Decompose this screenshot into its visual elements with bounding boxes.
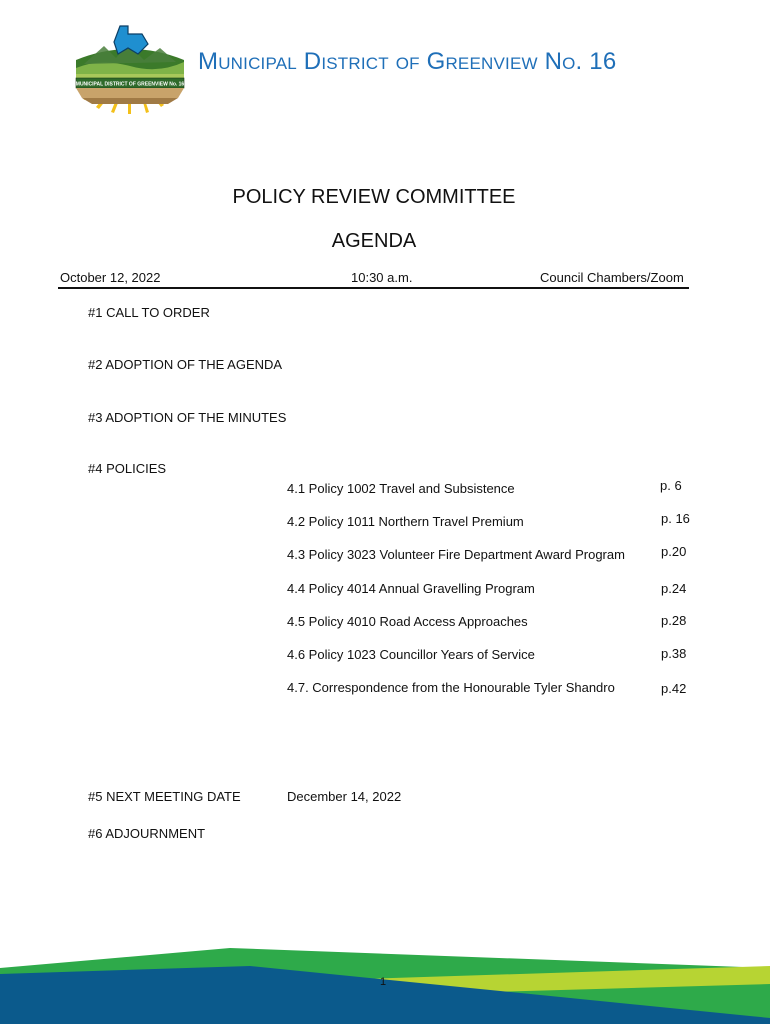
policy-item-page: p. 16 bbox=[661, 511, 690, 526]
meeting-date: October 12, 2022 bbox=[60, 270, 161, 285]
document-subtitle: AGENDA bbox=[331, 230, 417, 252]
document-title: POLICY REVIEW COMMITTEE bbox=[232, 186, 516, 208]
header-divider bbox=[58, 287, 689, 289]
section-adjournment: #6 ADJOURNMENT bbox=[88, 826, 206, 841]
meeting-location: Council Chambers/Zoom bbox=[540, 270, 684, 285]
section-next-meeting: #5 NEXT MEETING DATE bbox=[88, 789, 241, 804]
policy-item-page: p.38 bbox=[661, 646, 687, 661]
meeting-time: 10:30 a.m. bbox=[351, 270, 413, 285]
policy-item-label: 4.6 Policy 1023 Councillor Years of Service bbox=[287, 647, 535, 662]
section-policies: #4 POLICIES bbox=[88, 461, 167, 476]
policy-item-label: 4.2 Policy 1011 Northern Travel Premium bbox=[287, 514, 524, 529]
section-adoption-agenda: #2 ADOPTION OF THE AGENDA bbox=[88, 357, 283, 372]
policy-item-page: p.20 bbox=[661, 544, 687, 559]
policy-item-page: p.28 bbox=[661, 613, 687, 628]
org-name: Municipal District of Greenview No. 16 bbox=[198, 48, 617, 75]
policy-item-page: p.24 bbox=[661, 581, 687, 596]
section-adoption-minutes: #3 ADOPTION OF THE MINUTES bbox=[88, 410, 287, 425]
policy-item-label: 4.4 Policy 4014 Annual Gravelling Program bbox=[287, 581, 535, 596]
policy-item-page: p. 6 bbox=[660, 478, 682, 493]
policy-item-label: 4.7. Correspondence from the Honourable Tyler Shandro bbox=[287, 680, 615, 695]
policy-item-label: 4.5 Policy 4010 Road Access Approaches bbox=[287, 614, 528, 629]
policy-item-label: 4.3 Policy 3023 Volunteer Fire Department Award Program bbox=[287, 547, 625, 562]
policy-item-label: 4.1 Policy 1002 Travel and Subsistence bbox=[287, 481, 515, 496]
next-meeting-date: December 14, 2022 bbox=[287, 789, 402, 804]
policy-item-page: p.42 bbox=[661, 681, 687, 696]
page-number: 1 bbox=[380, 976, 387, 988]
logo-text: MUNICIPAL DISTRICT OF GREENVIEW No. 16 bbox=[75, 81, 185, 88]
greenview-logo bbox=[70, 18, 190, 114]
section-call-to-order: #1 CALL TO ORDER bbox=[88, 305, 210, 320]
